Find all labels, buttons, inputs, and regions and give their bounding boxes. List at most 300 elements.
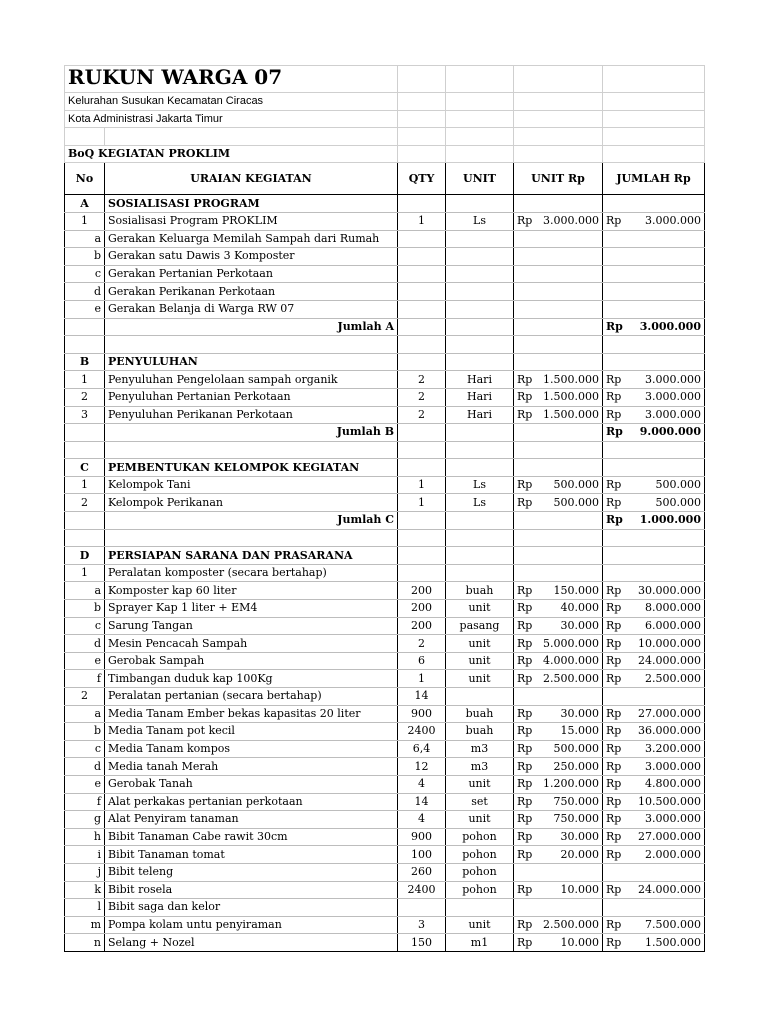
- table-row: [65, 476, 705, 494]
- subtotal-amount-wrap: [606, 319, 701, 335]
- row-description: Media Tanam kompos: [105, 740, 398, 758]
- boq-spreadsheet: [64, 65, 705, 952]
- currency-label: Rp: [606, 935, 622, 949]
- subtotal-label: Jumlah B: [105, 424, 398, 442]
- title-text: RUKUN WARGA 07: [68, 65, 283, 89]
- empty-cell: [65, 318, 105, 336]
- table-row: [65, 828, 705, 846]
- header-uraian: URAIAN KEGIATAN: [105, 163, 398, 195]
- row-number: c: [65, 265, 105, 283]
- row-total: [603, 617, 705, 635]
- row-qty: 1: [398, 476, 446, 494]
- currency-label: Rp: [606, 618, 622, 632]
- table-row: [65, 899, 705, 917]
- row-qty: 150: [398, 934, 446, 952]
- row-unit-price-wrap: [517, 618, 599, 634]
- currency-label: Rp: [606, 759, 622, 773]
- table-row: [65, 740, 705, 758]
- row-unit-price: [514, 811, 603, 829]
- empty-cell: [514, 265, 603, 283]
- row-qty: 2400: [398, 723, 446, 741]
- row-total: [603, 388, 705, 406]
- row-description: Kelompok Tani: [105, 476, 398, 494]
- empty-cell: [398, 336, 446, 354]
- row-qty: 100: [398, 846, 446, 864]
- row-unit: [446, 230, 514, 248]
- empty-cell: [514, 441, 603, 459]
- row-total-wrap: [606, 811, 701, 827]
- row-qty: 2: [398, 635, 446, 653]
- row-number: c: [65, 617, 105, 635]
- empty-cell: [603, 441, 705, 459]
- empty-cell: [514, 512, 603, 530]
- row-unit-price: [514, 388, 603, 406]
- row-total-value: 30.000.000: [638, 583, 701, 597]
- row-number: 1: [65, 212, 105, 230]
- row-description: Peralatan pertanian (secara bertahap): [105, 688, 398, 706]
- empty-cell: [514, 564, 603, 582]
- row-total-value: 24.000.000: [638, 882, 701, 896]
- row-number: h: [65, 828, 105, 846]
- row-number: 1: [65, 371, 105, 389]
- row-unit-price: [514, 652, 603, 670]
- row-unit-price-wrap: [517, 372, 599, 388]
- row-number: 2: [65, 388, 105, 406]
- row-description: Penyuluhan Pengelolaan sampah organik: [105, 371, 398, 389]
- table-row: [65, 723, 705, 741]
- row-unit: [446, 265, 514, 283]
- table-row: [65, 371, 705, 389]
- table-row: [65, 424, 705, 442]
- row-unit: [446, 564, 514, 582]
- row-total: [603, 406, 705, 424]
- empty-cell: [398, 441, 446, 459]
- row-qty: [398, 353, 446, 371]
- row-qty: [398, 248, 446, 266]
- row-total: [603, 793, 705, 811]
- row-total-value: 500.000: [655, 495, 701, 509]
- empty-cell: [514, 336, 603, 354]
- row-total-wrap: [606, 389, 701, 405]
- currency-label: Rp: [517, 390, 533, 404]
- row-number: d: [65, 283, 105, 301]
- empty-cell: [514, 318, 603, 336]
- row-total: [603, 934, 705, 952]
- currency-label: Rp: [606, 390, 622, 404]
- row-unit-price-wrap: [517, 671, 599, 687]
- row-number: n: [65, 934, 105, 952]
- currency-label: Rp: [606, 671, 622, 685]
- row-unit-price-wrap: [517, 636, 599, 652]
- row-total-wrap: [606, 671, 701, 687]
- row-description: Alat Penyiram tanaman: [105, 811, 398, 829]
- row-unit: Hari: [446, 406, 514, 424]
- row-unit-price-wrap: [517, 495, 599, 511]
- table-row: [65, 582, 705, 600]
- row-qty: 200: [398, 600, 446, 618]
- row-total-value: 1.500.000: [645, 935, 701, 949]
- row-total-wrap: [606, 917, 701, 933]
- row-unit: Ls: [446, 494, 514, 512]
- row-unit-price-wrap: [517, 882, 599, 898]
- table-row: [65, 916, 705, 934]
- row-qty: [398, 195, 446, 213]
- table-row: [65, 846, 705, 864]
- row-unit: unit: [446, 652, 514, 670]
- table-row: [65, 283, 705, 301]
- row-qty: [398, 230, 446, 248]
- row-total-wrap: [606, 636, 701, 652]
- row-description: Gerakan satu Dawis 3 Komposter: [105, 248, 398, 266]
- empty-cell: [514, 424, 603, 442]
- row-unit: [446, 248, 514, 266]
- empty-cell: [514, 195, 603, 213]
- table-row: [65, 652, 705, 670]
- subtotal-label: Jumlah C: [105, 512, 398, 530]
- row-total-wrap: [606, 600, 701, 616]
- currency-label: Rp: [517, 706, 533, 720]
- row-total: [603, 635, 705, 653]
- row-total-value: 27.000.000: [638, 706, 701, 720]
- row-qty: 900: [398, 828, 446, 846]
- row-unit-price-wrap: [517, 829, 599, 845]
- subtitle-1: Kelurahan Susukan Kecamatan Ciracas: [65, 93, 398, 111]
- row-number: A: [65, 195, 105, 213]
- table-row: [65, 934, 705, 952]
- row-total: [603, 371, 705, 389]
- row-qty: 4: [398, 811, 446, 829]
- empty-cell: [603, 564, 705, 582]
- row-total: [603, 494, 705, 512]
- row-unit: m3: [446, 758, 514, 776]
- row-unit: Ls: [446, 476, 514, 494]
- row-qty: [398, 283, 446, 301]
- row-qty: 14: [398, 793, 446, 811]
- empty-cell: [446, 441, 514, 459]
- row-description: Kelompok Perikanan: [105, 494, 398, 512]
- empty-cell: [398, 318, 446, 336]
- row-description: Sarung Tangan: [105, 617, 398, 635]
- row-number: 2: [65, 494, 105, 512]
- row-description: Bibit teleng: [105, 863, 398, 881]
- row-total: [603, 476, 705, 494]
- row-unit-price: [514, 371, 603, 389]
- row-number: k: [65, 881, 105, 899]
- row-unit-price-value: 4.000.000: [543, 654, 599, 668]
- table-row: [65, 459, 705, 477]
- row-total-value: 3.000.000: [645, 372, 701, 386]
- row-unit-price-value: 750.000: [553, 812, 599, 826]
- row-unit-price-value: 2.500.000: [543, 918, 599, 932]
- row-unit: pohon: [446, 881, 514, 899]
- empty-cell: [65, 512, 105, 530]
- row-qty: 2: [398, 388, 446, 406]
- row-total-wrap: [606, 935, 701, 951]
- row-number: C: [65, 459, 105, 477]
- row-unit: pohon: [446, 863, 514, 881]
- row-unit-price-wrap: [517, 407, 599, 423]
- subtotal-amount-wrap: [606, 512, 701, 528]
- row-unit-price-value: 30.000: [560, 706, 599, 720]
- subtotal-amount: [603, 318, 705, 336]
- row-number: d: [65, 758, 105, 776]
- row-total: [603, 916, 705, 934]
- row-total-value: 2.000.000: [645, 847, 701, 861]
- table-row: [65, 670, 705, 688]
- row-total-wrap: [606, 759, 701, 775]
- row-unit: unit: [446, 811, 514, 829]
- row-unit-price: [514, 406, 603, 424]
- subtotal-amount: [603, 424, 705, 442]
- currency-label: Rp: [606, 812, 622, 826]
- row-unit-price-value: 2.500.000: [543, 671, 599, 685]
- row-total: [603, 775, 705, 793]
- currency-label: Rp: [606, 847, 622, 861]
- row-unit-price-value: 20.000: [560, 847, 599, 861]
- currency-label: Rp: [517, 847, 533, 861]
- row-unit-price-value: 750.000: [553, 794, 599, 808]
- table-row: [65, 547, 705, 565]
- row-description: Gerobak Sampah: [105, 652, 398, 670]
- row-unit-price-wrap: [517, 794, 599, 810]
- row-description: Bibit Tanaman tomat: [105, 846, 398, 864]
- header-unit-rp: UNIT Rp: [514, 163, 603, 195]
- row-number: b: [65, 723, 105, 741]
- currency-label: Rp: [517, 583, 533, 597]
- row-total-wrap: [606, 706, 701, 722]
- row-number: d: [65, 635, 105, 653]
- row-qty: 4: [398, 775, 446, 793]
- currency-label: Rp: [606, 830, 622, 844]
- currency-label: Rp: [517, 478, 533, 492]
- currency-label: Rp: [517, 812, 533, 826]
- row-unit-price-value: 5.000.000: [543, 636, 599, 650]
- row-qty: [398, 564, 446, 582]
- row-total-wrap: [606, 372, 701, 388]
- row-qty: 1: [398, 212, 446, 230]
- row-unit: [446, 195, 514, 213]
- row-unit-price-wrap: [517, 477, 599, 493]
- currency-label: Rp: [517, 618, 533, 632]
- empty-cell: [603, 195, 705, 213]
- currency-label: Rp: [517, 407, 533, 421]
- row-unit-price-wrap: [517, 811, 599, 827]
- row-unit-price-wrap: [517, 723, 599, 739]
- subtotal-amount: [603, 512, 705, 530]
- row-qty: [398, 300, 446, 318]
- empty-cell: [603, 265, 705, 283]
- row-total-value: 2.500.000: [645, 671, 701, 685]
- row-total-wrap: [606, 618, 701, 634]
- currency-label: Rp: [517, 214, 533, 228]
- row-qty: 6: [398, 652, 446, 670]
- row-qty: 2: [398, 406, 446, 424]
- row-number: e: [65, 775, 105, 793]
- table-row: [65, 688, 705, 706]
- row-unit-price-wrap: [517, 741, 599, 757]
- empty-cell: [603, 899, 705, 917]
- row-description: Sprayer Kap 1 liter + EM4: [105, 600, 398, 618]
- row-unit: [446, 300, 514, 318]
- currency-label: Rp: [517, 918, 533, 932]
- row-total-wrap: [606, 882, 701, 898]
- currency-label: Rp: [606, 495, 622, 509]
- row-qty: [398, 547, 446, 565]
- empty-cell: [514, 283, 603, 301]
- row-total: [603, 881, 705, 899]
- currency-label: Rp: [517, 777, 533, 791]
- row-qty: 260: [398, 863, 446, 881]
- row-total: [603, 828, 705, 846]
- row-unit-price: [514, 670, 603, 688]
- row-unit: Ls: [446, 212, 514, 230]
- empty-cell: [398, 529, 446, 547]
- row-number: j: [65, 863, 105, 881]
- row-qty: 900: [398, 705, 446, 723]
- empty-cell: [603, 300, 705, 318]
- currency-label: Rp: [606, 513, 623, 527]
- empty-cell: [603, 547, 705, 565]
- row-total-value: 3.200.000: [645, 742, 701, 756]
- row-unit-price-wrap: [517, 759, 599, 775]
- subtotal-amount-value: 3.000.000: [639, 319, 701, 333]
- row-description: Timbangan duduk kap 100Kg: [105, 670, 398, 688]
- row-total-value: 4.800.000: [645, 777, 701, 791]
- empty-cell: [65, 424, 105, 442]
- row-description: Gerobak Tanah: [105, 775, 398, 793]
- row-description: Sosialisasi Program PROKLIM: [105, 212, 398, 230]
- row-unit-price-wrap: [517, 706, 599, 722]
- row-number: a: [65, 230, 105, 248]
- table-header: [65, 163, 705, 195]
- row-total: [603, 705, 705, 723]
- row-number: e: [65, 652, 105, 670]
- table-row: [65, 617, 705, 635]
- empty-cell: [65, 336, 105, 354]
- row-total: [603, 758, 705, 776]
- empty-cell: [603, 283, 705, 301]
- row-number: l: [65, 899, 105, 917]
- row-unit: pasang: [446, 617, 514, 635]
- currency-label: Rp: [517, 882, 533, 896]
- currency-label: Rp: [606, 478, 622, 492]
- row-number: b: [65, 248, 105, 266]
- row-unit: m3: [446, 740, 514, 758]
- row-number: 2: [65, 688, 105, 706]
- row-unit-price: [514, 600, 603, 618]
- row-qty: 12: [398, 758, 446, 776]
- row-unit-price-value: 1.200.000: [543, 777, 599, 791]
- row-qty: 2400: [398, 881, 446, 899]
- row-unit: [446, 353, 514, 371]
- currency-label: Rp: [517, 794, 533, 808]
- row-unit: unit: [446, 916, 514, 934]
- row-unit-price-value: 250.000: [553, 759, 599, 773]
- currency-label: Rp: [517, 495, 533, 509]
- row-unit: [446, 459, 514, 477]
- currency-label: Rp: [606, 706, 622, 720]
- row-unit-price: [514, 476, 603, 494]
- row-total-value: 24.000.000: [638, 654, 701, 668]
- table-row: [65, 635, 705, 653]
- row-unit-price: [514, 934, 603, 952]
- row-unit-price: [514, 775, 603, 793]
- table-row: [65, 441, 705, 459]
- empty-cell: [65, 529, 105, 547]
- row-number: e: [65, 300, 105, 318]
- currency-label: Rp: [606, 794, 622, 808]
- currency-label: Rp: [517, 654, 533, 668]
- currency-label: Rp: [606, 636, 622, 650]
- empty-cell: [603, 230, 705, 248]
- row-total: [603, 652, 705, 670]
- empty-cell: [105, 529, 398, 547]
- currency-label: Rp: [517, 372, 533, 386]
- currency-label: Rp: [606, 214, 622, 228]
- subtotal-amount-value: 9.000.000: [639, 425, 701, 439]
- row-total-value: 3.000.000: [645, 759, 701, 773]
- currency-label: Rp: [606, 319, 623, 333]
- table-row: [65, 529, 705, 547]
- empty-cell: [603, 248, 705, 266]
- row-qty: [398, 899, 446, 917]
- subtotal-amount-value: 1.000.000: [639, 513, 701, 527]
- table-row: [65, 212, 705, 230]
- row-unit-price-value: 1.500.000: [543, 372, 599, 386]
- table-row: [65, 248, 705, 266]
- empty-cell: [65, 441, 105, 459]
- row-unit-price: [514, 758, 603, 776]
- row-number: a: [65, 705, 105, 723]
- row-description: Alat perkakas pertanian perkotaan: [105, 793, 398, 811]
- table-row: [65, 863, 705, 881]
- row-qty: [398, 459, 446, 477]
- row-unit-price: [514, 494, 603, 512]
- row-unit-price-wrap: [517, 389, 599, 405]
- row-unit-price: [514, 828, 603, 846]
- row-description: Penyuluhan Perikanan Perkotaan: [105, 406, 398, 424]
- row-description: Bibit rosela: [105, 881, 398, 899]
- row-unit-price-value: 10.000: [560, 882, 599, 896]
- row-qty: 1: [398, 670, 446, 688]
- row-total-wrap: [606, 407, 701, 423]
- table-row: [65, 195, 705, 213]
- row-number: m: [65, 916, 105, 934]
- row-total-wrap: [606, 213, 701, 229]
- empty-cell: [514, 300, 603, 318]
- row-unit-price: [514, 740, 603, 758]
- row-total: [603, 811, 705, 829]
- row-total-value: 10.500.000: [638, 794, 701, 808]
- row-unit-price-value: 10.000: [560, 935, 599, 949]
- row-total-wrap: [606, 477, 701, 493]
- row-total-value: 7.500.000: [645, 918, 701, 932]
- currency-label: Rp: [517, 830, 533, 844]
- row-unit: buah: [446, 582, 514, 600]
- empty-cell: [603, 529, 705, 547]
- row-unit-price-value: 15.000: [560, 724, 599, 738]
- row-unit-price: [514, 881, 603, 899]
- row-total-wrap: [606, 847, 701, 863]
- row-unit-price-wrap: [517, 847, 599, 863]
- row-unit-price: [514, 793, 603, 811]
- empty-cell: [603, 353, 705, 371]
- row-total-wrap: [606, 723, 701, 739]
- currency-label: Rp: [606, 742, 622, 756]
- row-unit: Hari: [446, 388, 514, 406]
- row-total-wrap: [606, 583, 701, 599]
- row-total-wrap: [606, 741, 701, 757]
